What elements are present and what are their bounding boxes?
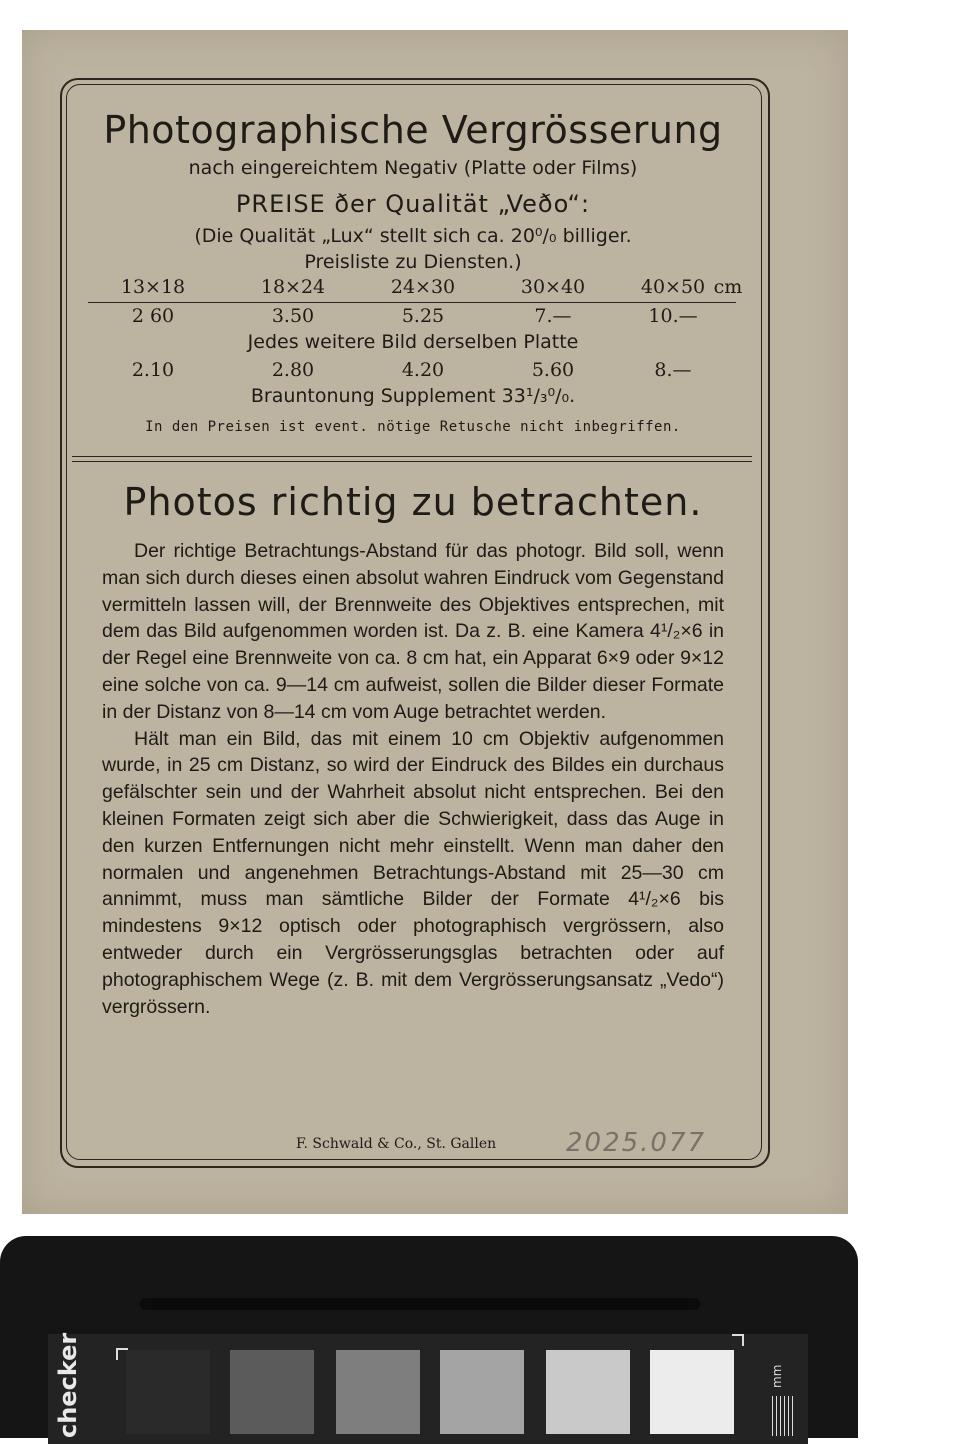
- price-row-more: [88, 359, 740, 385]
- price-cell: 4.20: [401, 359, 445, 381]
- gray-swatch: [650, 1350, 734, 1434]
- publisher-imprint: F. Schwald & Co., St. Gallen: [296, 1136, 497, 1152]
- section-divider: [72, 456, 752, 457]
- paragraph-2: Hält man ein Bild, das mit einem 10 cm Objektiv aufgenommen wurde, in 25 cm Distanz, so wird der Eindruck des Bildes ein durchaus gefälschter sein und der Wahrheit absolut nicht entsprechen. Bei den kleinen Formaten zeigt sich aber die Schwierigkeit, dass das Auge in den kurzen Entfernungen nicht mehr einstellt. Wenn man daher den normalen und angenehmen Betrachtungs-Abstand mit 25—30 cm annimmt, muss man sämtliche Bilder der Formate 4¹/₂×6 bis mindestens 9×12 optisch oder photographisch vergrössern, also entweder durch ein Vergrösserungsglas betrachten oder auf photographischem Wege (z. B. mit dem Vergrösserungsansatz „Vedo“) vergrössern.: [102, 727, 724, 1018]
- price-cell: 2.80: [271, 359, 315, 381]
- size-col-5: 40×50: [640, 276, 706, 298]
- paragraph-1: Der richtige Betrachtungs-Abstand für das photogr. Bild soll, wenn man sich durch dieses einen absolut wahren Eindruck vom Gegenstand vermitteln lassen will, der Brennweite des Objektives entsprechen, mit dem das Bild aufgenommen worden ist. Da z. B. eine Kamera 4¹/₂×6 in der Regel eine Brennweite von ca. 8 cm hat, ein Apparat 6×9 oder 9×12 eine solche von ca. 9—14 cm aufweist, sollen die Bilder dieser Formate in der Distanz von 8—14 cm vom Auge betrachtet werden.: [102, 540, 724, 723]
- size-col-4: 30×40: [520, 276, 586, 298]
- body-text: [102, 538, 724, 1020]
- inventory-number: 2025.077: [566, 1128, 707, 1158]
- brauntonung-note: Brauntonung Supplement 33¹/₃⁰/₀.: [250, 385, 576, 407]
- prices-heading: PREISE ðer Qualität „Veðo“:: [235, 190, 591, 218]
- table-rule: [88, 302, 736, 303]
- gray-swatch: [336, 1350, 420, 1434]
- gray-swatch: [546, 1350, 630, 1434]
- mm-label: mm: [770, 1364, 784, 1388]
- price-row-first: [88, 305, 740, 331]
- price-cell: 10.—: [648, 305, 698, 327]
- price-cell: 2 60: [131, 305, 175, 327]
- price-cell: 7.—: [534, 305, 572, 327]
- note-lux: (Die Qualität „Lux“ stellt sich ca. 20⁰/₀ billiger.: [194, 225, 632, 247]
- size-col-1: 13×18: [120, 276, 186, 298]
- price-cell: 3.50: [271, 305, 315, 327]
- checker-slot: [140, 1298, 700, 1310]
- size-col-2: 18×24: [260, 276, 326, 298]
- gray-swatch: [126, 1350, 210, 1434]
- price-cell: 2.10: [131, 359, 175, 381]
- subtitle: nach eingereichtem Negativ (Platte oder Films): [188, 157, 638, 179]
- mm-scale: [772, 1396, 796, 1436]
- price-table-header: [88, 276, 743, 302]
- checker-label: checker: [54, 1332, 82, 1438]
- gray-swatch: [440, 1350, 524, 1434]
- section-divider: [72, 461, 752, 462]
- retusche-note: In den Preisen ist event. nötige Retusche nicht inbegriffen.: [145, 419, 681, 435]
- crop-corner-icon: [116, 1348, 128, 1360]
- size-unit: cm: [713, 276, 743, 298]
- price-cell: 5.60: [531, 359, 575, 381]
- color-checker: [0, 1236, 858, 1438]
- gray-swatch: [230, 1350, 314, 1434]
- crop-corner-icon: [732, 1334, 744, 1346]
- price-cell: 5.25: [401, 305, 445, 327]
- note-preisliste: Preisliste zu Diensten.): [304, 251, 522, 273]
- size-col-3: 24×30: [390, 276, 456, 298]
- jedes-weitere-label: Jedes weitere Bild derselben Platte: [247, 331, 579, 353]
- page-title: Photographische Vergrösserung: [103, 108, 723, 152]
- section-title: Photos richtig zu betrachten.: [123, 480, 703, 524]
- price-cell: 8.—: [654, 359, 692, 381]
